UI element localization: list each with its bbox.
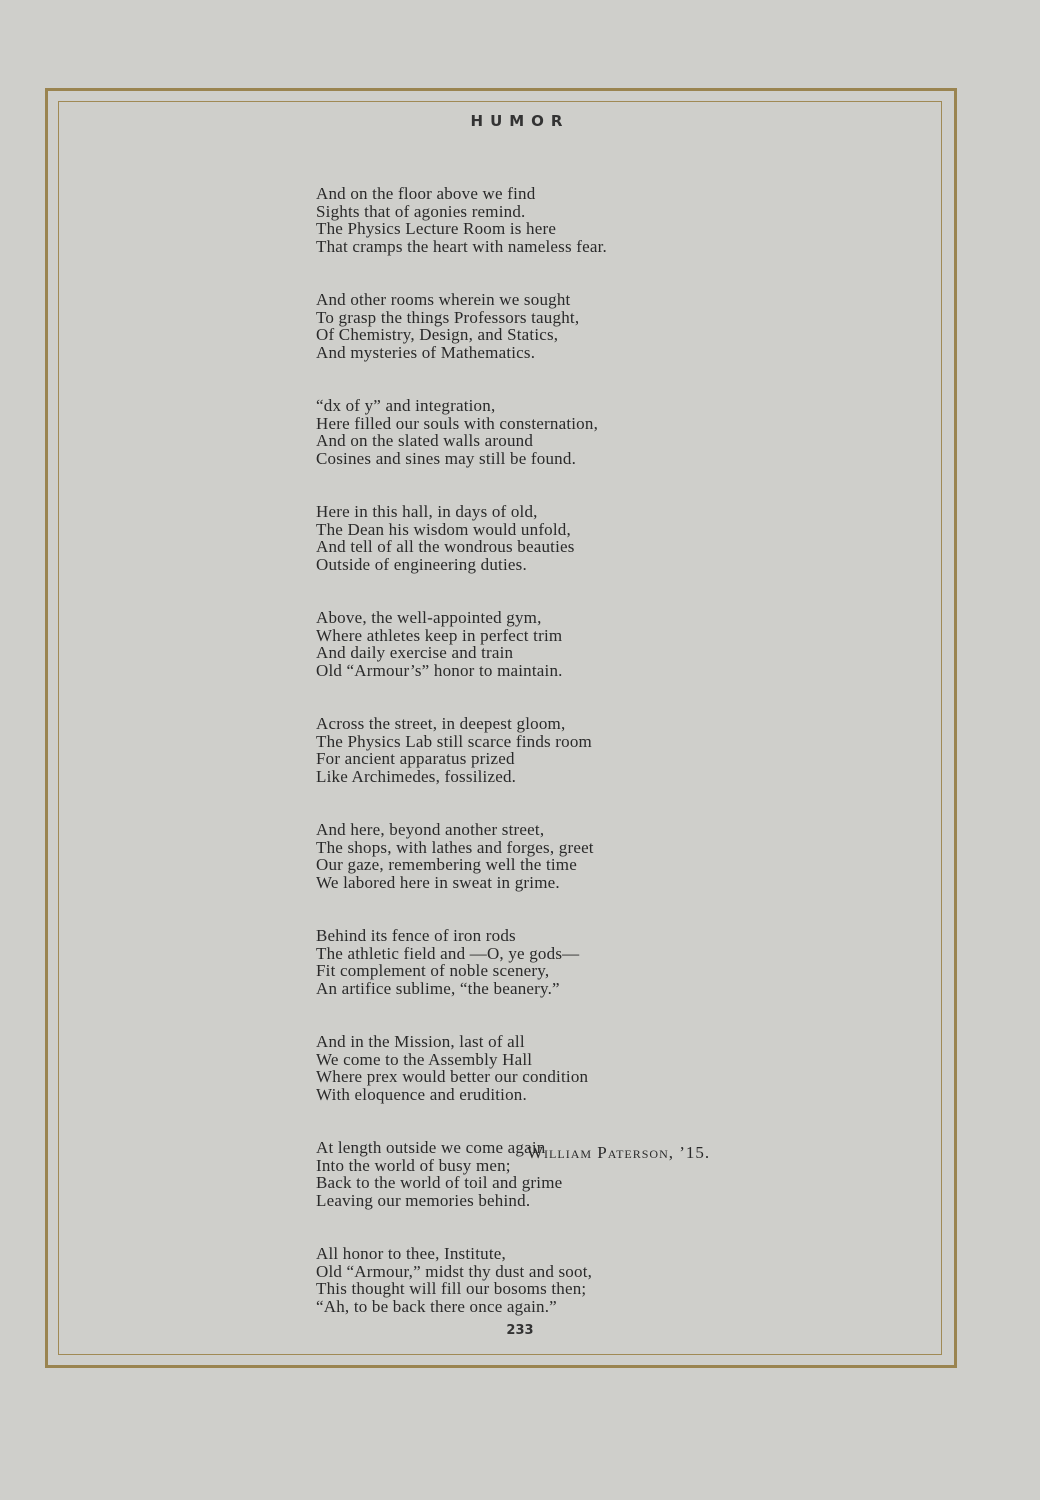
poem-stanza: [316, 291, 736, 361]
poem-line: Where prex would better our condition: [316, 1067, 589, 1086]
poem-stanza: [316, 1245, 736, 1315]
poem-line: “dx of y” and integration,: [316, 396, 496, 415]
poem-line: We come to the Assembly Hall: [316, 1049, 533, 1069]
poem-line: And on the slated walls around: [316, 431, 534, 450]
poem-line: To grasp the things Professors taught,: [316, 307, 580, 327]
poem-line: At length outside we come again: [316, 1138, 546, 1157]
poem-line: And here, beyond another street,: [316, 820, 545, 839]
poem-line: This thought will fill our bosoms then;: [316, 1279, 587, 1298]
poem-line: Sights that of agonies remind.: [316, 201, 526, 221]
poem-line: The shops, with lathes and forges, greet: [316, 837, 594, 857]
poem-line: Back to the world of toil and grime: [316, 1173, 563, 1192]
poem-line: Across the street, in deepest gloom,: [316, 714, 566, 733]
poem-stanza: [316, 397, 736, 467]
poem-stanza: [316, 1033, 736, 1103]
page-number: 233: [506, 1323, 534, 1338]
poem-stanza: [316, 503, 736, 573]
poem-stanza: [316, 927, 736, 997]
poem-line: And mysteries of Mathematics.: [316, 342, 536, 362]
poem-stanza: [316, 715, 736, 785]
poem-line: The Dean his wisdom would unfold,: [316, 519, 571, 539]
poem-line: And daily exercise and train: [316, 643, 514, 662]
poem-line: Here filled our souls with consternation,: [316, 413, 599, 433]
poem-stanza: [316, 821, 736, 891]
poem-stanza: [316, 185, 736, 255]
poem: [316, 185, 736, 1351]
poem-line: Above, the well-appointed gym,: [316, 608, 542, 627]
section-heading: HUMOR: [470, 112, 570, 130]
poem-line: All honor to thee, Institute,: [316, 1244, 506, 1263]
poem-line: And in the Mission, last of all: [316, 1032, 525, 1051]
poem-line: The athletic field and —O, ye gods—: [316, 943, 580, 963]
poem-line: With eloquence and erudition.: [316, 1084, 527, 1104]
poem-line: The Physics Lecture Room is here: [316, 219, 557, 238]
poem-line: Our gaze, remembering well the time: [316, 855, 577, 874]
poem-line: For ancient apparatus prized: [316, 749, 515, 768]
poem-line: And other rooms wherein we sought: [316, 290, 571, 309]
poem-line: Old “Armour,” midst thy dust and soot,: [316, 1261, 593, 1281]
poem-line: Old “Armour’s” honor to maintain.: [316, 660, 563, 680]
poem-line: Like Archimedes, fossilized.: [316, 766, 517, 786]
poem-line: Where athletes keep in perfect trim: [316, 625, 563, 645]
poem-line: That cramps the heart with nameless fear.: [316, 236, 607, 256]
poem-line: We labored here in sweat in grime.: [316, 872, 560, 892]
poem-line: Leaving our memories behind.: [316, 1190, 531, 1210]
poem-line: The Physics Lab still scarce finds room: [316, 731, 592, 751]
poem-line: And on the floor above we find: [316, 184, 536, 203]
poem-stanza: [316, 609, 736, 679]
poem-line: Fit complement of noble scenery,: [316, 961, 550, 980]
poem-line: Of Chemistry, Design, and Statics,: [316, 325, 559, 344]
author-signature: William Paterson, ’15.: [527, 1143, 711, 1162]
poem-line: Here in this hall, in days of old,: [316, 502, 538, 521]
poem-line: Cosines and sines may still be found.: [316, 448, 577, 468]
poem-line: Outside of engineering duties.: [316, 554, 527, 574]
poem-line: Into the world of busy men;: [316, 1155, 511, 1175]
poem-line: Behind its fence of iron rods: [316, 926, 516, 945]
poem-line: An artifice sublime, “the beanery.”: [316, 978, 560, 998]
poem-line: “Ah, to be back there once again.”: [316, 1296, 557, 1316]
poem-line: And tell of all the wondrous beauties: [316, 537, 575, 556]
